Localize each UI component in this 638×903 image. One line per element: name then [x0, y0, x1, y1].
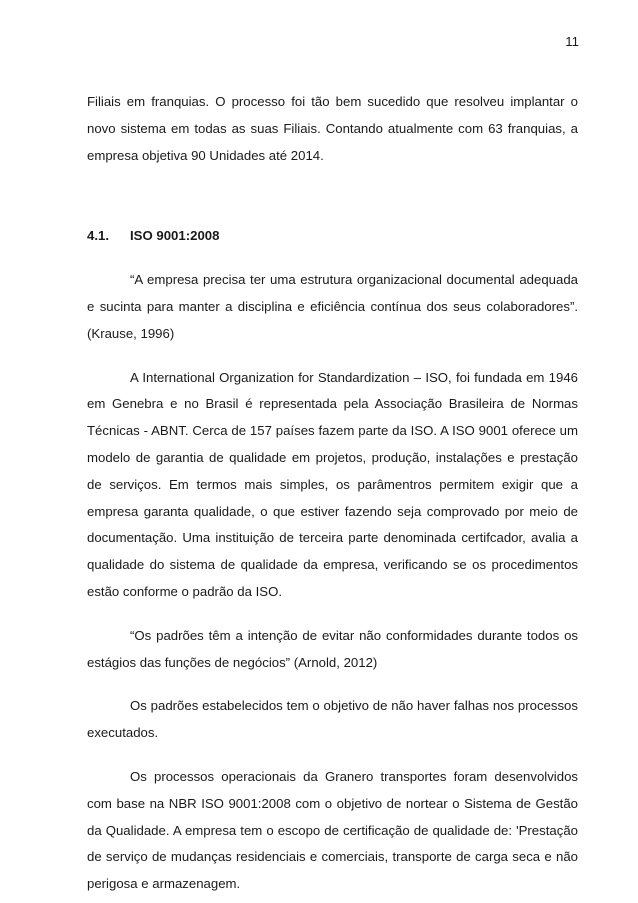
- quote-krause: “A empresa precisa ter uma estrutura organizacional documental adequada e sucinta para manter a disciplina e eficiência contínua dos seus colaboradores”. (Krause, 1996): [87, 272, 578, 341]
- quote-arnold: “Os padrões têm a intenção de evitar não conformidades durante todos os estágios das funções de negócios” (Arnold, 2012): [87, 627, 578, 670]
- paragraph-granero: Os processos operacionais da Granero transportes foram desenvolvidos com base na NBR ISO 9001:2008 com o objetivo de nortear o Sistema de Gestão da Qualidade. A empresa tem o escopo de certificação de qualidade de: 'Prestação de serviço de mudanças residenciais e comerciais, transporte de carga seca e não perigosa e armazenagem.: [87, 768, 578, 892]
- section-title: ISO 9001:2008: [130, 228, 220, 244]
- paragraph-standards: Os padrões estabelecidos tem o objetivo de não haver falhas nos processos executados.: [87, 698, 578, 741]
- document-body: [87, 89, 578, 898]
- page-number: 11: [565, 34, 579, 49]
- section-heading: [87, 223, 578, 250]
- section-number: 4.1.: [87, 228, 109, 244]
- paragraph-intro: Filiais em franquias. O processo foi tão bem sucedido que resolveu implantar o novo sistema em todas as suas Filiais. Contando atualmente com 63 franquias, a empresa objetiva 90 Unidades até 2014.: [87, 94, 578, 163]
- paragraph-iso-description: A International Organization for Standardization – ISO, foi fundada em 1946 em Genebra e no Brasil é representada pela Associação Brasileira de Normas Técnicas - ABNT. Cerca de 157 países fazem parte da ISO. A ISO 9001 oferece um modelo de garantia de qualidade em projetos, produção, instalações e prestação de serviços. Em termos mais simples, os parâmentros permitem exigir que a empresa garanta qualidade, o que estiver fazendo seja comprovado por meio de documentação. Uma instituição de terceira parte denominada certifcador, avalia a qualidade do sistema de qualidade da empresa, verificando se os procedimentos estão conforme o padrão da ISO.: [87, 369, 578, 599]
